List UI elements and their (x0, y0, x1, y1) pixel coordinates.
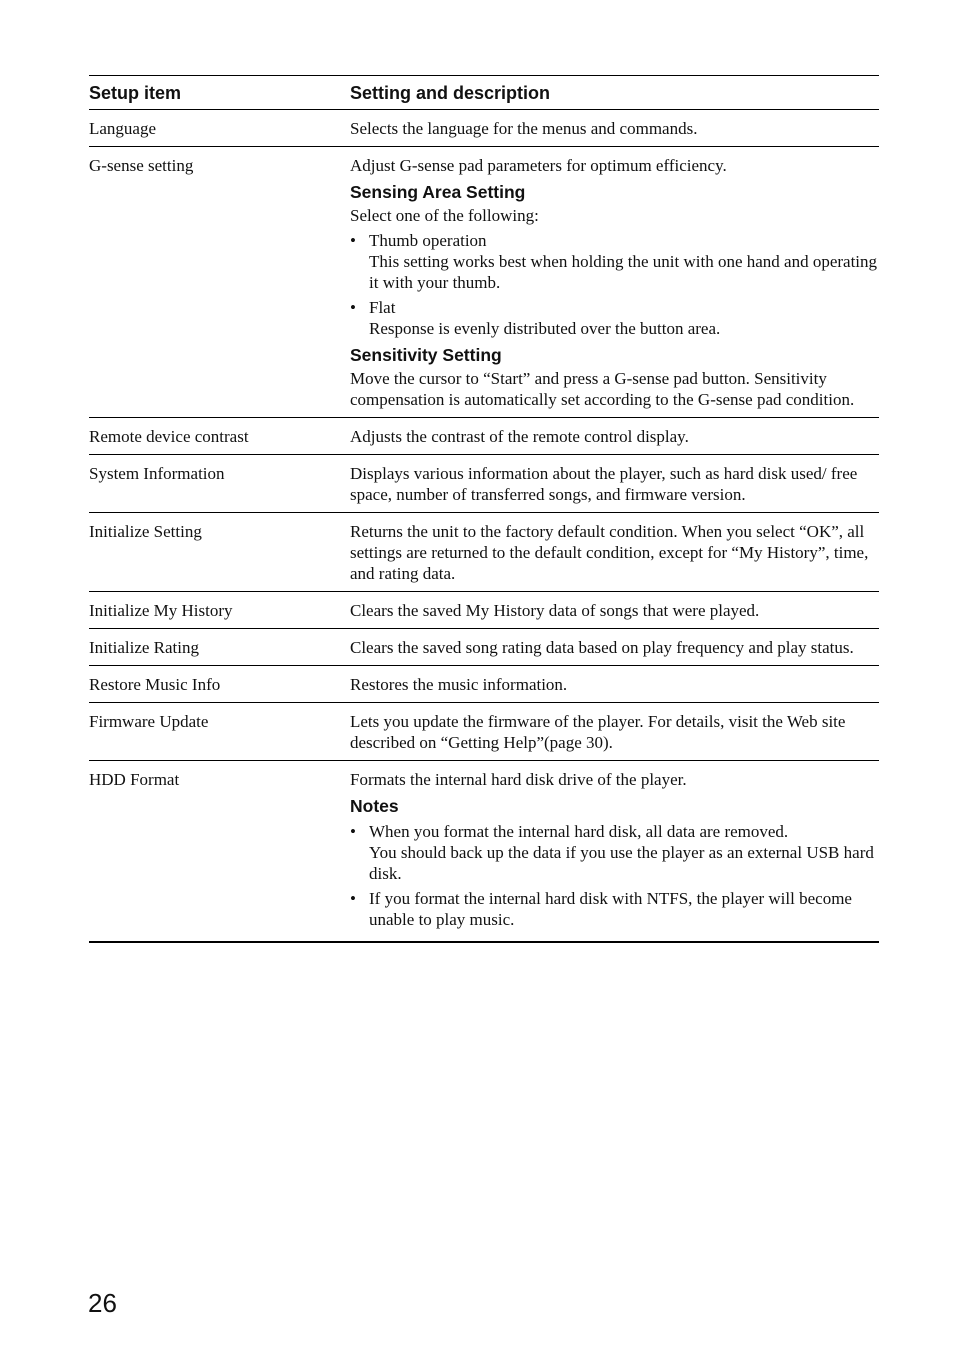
table-row (89, 110, 879, 147)
header-setting-description: Setting and description (350, 76, 879, 110)
notes-heading: Notes (350, 796, 399, 816)
note-ntfs: If you format the internal hard disk with NTFS, the player will become unable to play music. (369, 889, 852, 929)
setup-item-firmware-update: Firmware Update (89, 703, 350, 761)
table-row (89, 147, 879, 418)
notes-list (350, 821, 879, 930)
table-row (89, 703, 879, 761)
sensing-area-heading: Sensing Area Setting (350, 182, 526, 202)
setup-item-initialize-history: Initialize My History (89, 592, 350, 629)
description-gsense (350, 147, 879, 418)
setup-page (89, 75, 879, 943)
table-row (89, 418, 879, 455)
table-row (89, 455, 879, 513)
bullet-icon: • (350, 231, 356, 250)
bullet-icon: • (350, 889, 356, 908)
table-header-row (89, 76, 879, 110)
gsense-intro: Adjust G-sense pad parameters for optimum efficiency. (350, 156, 727, 175)
setup-item-remote-contrast: Remote device contrast (89, 418, 350, 455)
description-restore-music-info: Restores the music information. (350, 666, 879, 703)
description-remote-contrast: Adjusts the contrast of the remote control display. (350, 418, 879, 455)
description-hdd-format (350, 761, 879, 943)
description-initialize-setting: Returns the unit to the factory default condition. When you select “OK”, all settings are returned to the default condition, except for “My History”, time, and rating data. (350, 513, 879, 592)
list-item (350, 230, 879, 293)
list-item (350, 297, 879, 339)
table-row (89, 513, 879, 592)
description-initialize-rating: Clears the saved song rating data based on play frequency and play status. (350, 629, 879, 666)
option-flat-desc: Response is evenly distributed over the button area. (369, 319, 721, 338)
note-backup: You should back up the data if you use the player as an external USB hard disk. (369, 843, 874, 883)
description-system-info: Displays various information about the player, such as hard disk used/ free space, number of transferred songs, and firmware version. (350, 455, 879, 513)
setup-item-language: Language (89, 110, 350, 147)
bullet-icon: • (350, 298, 356, 317)
description-firmware-update: Lets you update the firmware of the player. For details, visit the Web site described on “Getting Help”(page 30). (350, 703, 879, 761)
setup-item-restore-music-info: Restore Music Info (89, 666, 350, 703)
description-initialize-history: Clears the saved My History data of songs that were played. (350, 592, 879, 629)
sensitivity-desc: Move the cursor to “Start” and press a G-sense pad button. Sensitivity compensation is automatically set according to the G-sense pad condition. (350, 369, 855, 409)
page-number: 26 (88, 1288, 117, 1318)
setup-items-table (89, 75, 879, 943)
setup-item-initialize-setting: Initialize Setting (89, 513, 350, 592)
header-setup-item: Setup item (89, 76, 350, 110)
bullet-icon: • (350, 822, 356, 841)
table-row (89, 592, 879, 629)
list-item (350, 888, 879, 930)
setup-item-initialize-rating: Initialize Rating (89, 629, 350, 666)
list-item (350, 821, 879, 884)
table-row (89, 666, 879, 703)
note-data-removed: When you format the internal hard disk, all data are removed. (369, 822, 789, 841)
sensing-area-intro: Select one of the following: (350, 206, 539, 225)
option-flat-title: Flat (369, 298, 396, 317)
setup-item-gsense: G-sense setting (89, 147, 350, 418)
table-row (89, 629, 879, 666)
sensing-area-options (350, 230, 879, 339)
table-row (89, 761, 879, 943)
option-thumb-desc: This setting works best when holding the unit with one hand and operating it with your thumb. (369, 252, 878, 292)
setup-item-hdd-format: HDD Format (89, 761, 350, 943)
sensitivity-heading: Sensitivity Setting (350, 345, 502, 365)
option-thumb-title: Thumb operation (369, 231, 487, 250)
setup-item-system-info: System Information (89, 455, 350, 513)
description-language: Selects the language for the menus and commands. (350, 110, 879, 147)
hdd-format-intro: Formats the internal hard disk drive of the player. (350, 770, 687, 789)
